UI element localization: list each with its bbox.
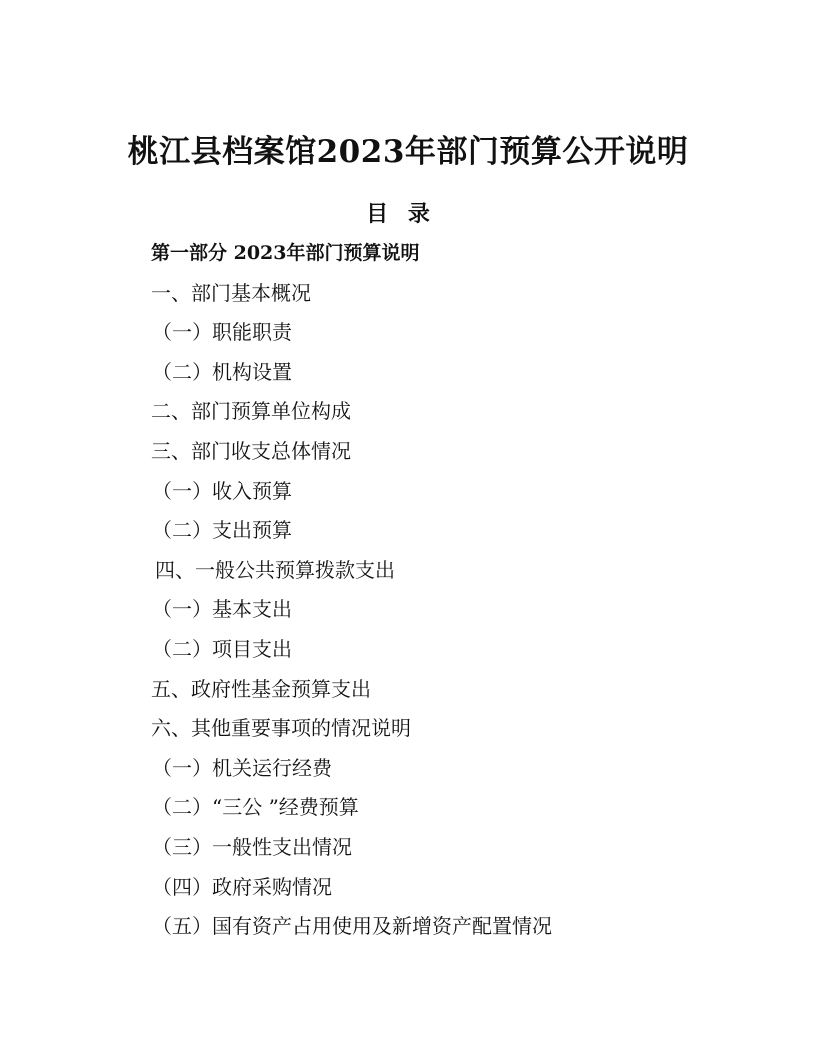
toc-item: 一、部门基本概况 [151,280,311,305]
toc-item: （一）基本支出 [152,597,292,622]
table-of-contents [0,234,816,947]
document-title: 桃江县档案馆2023年部门预算公开说明 [127,134,689,170]
toc-item: 五、政府性基金预算支出 [151,676,371,701]
toc-heading: 目 录 [366,201,436,227]
toc-item: 三、部门收支总体情况 [151,438,351,463]
toc-item: （四）政府采购情况 [152,874,332,899]
toc-item: （二）机构设置 [152,359,292,384]
toc-item: （二）“三公 ”经费预算 [152,795,359,820]
toc-item: （三）一般性支出情况 [152,834,352,859]
toc-item: 六、其他重要事项的情况说明 [151,716,411,741]
toc-item: （二）项目支出 [152,636,292,661]
toc-item: （一）收入预算 [152,478,292,503]
toc-item: 第一部分 2023年部门预算说明 [151,242,420,264]
toc-item: （一）机关运行经费 [152,755,332,780]
toc-item: （二）支出预算 [152,518,292,543]
toc-item: 二、部门预算单位构成 [151,399,351,424]
toc-item: （五）国有资产占用使用及新增资产配置情况 [152,914,552,939]
toc-item: （一）职能职责 [152,320,292,345]
toc-item: 四、一般公共预算拨款支出 [155,557,395,582]
